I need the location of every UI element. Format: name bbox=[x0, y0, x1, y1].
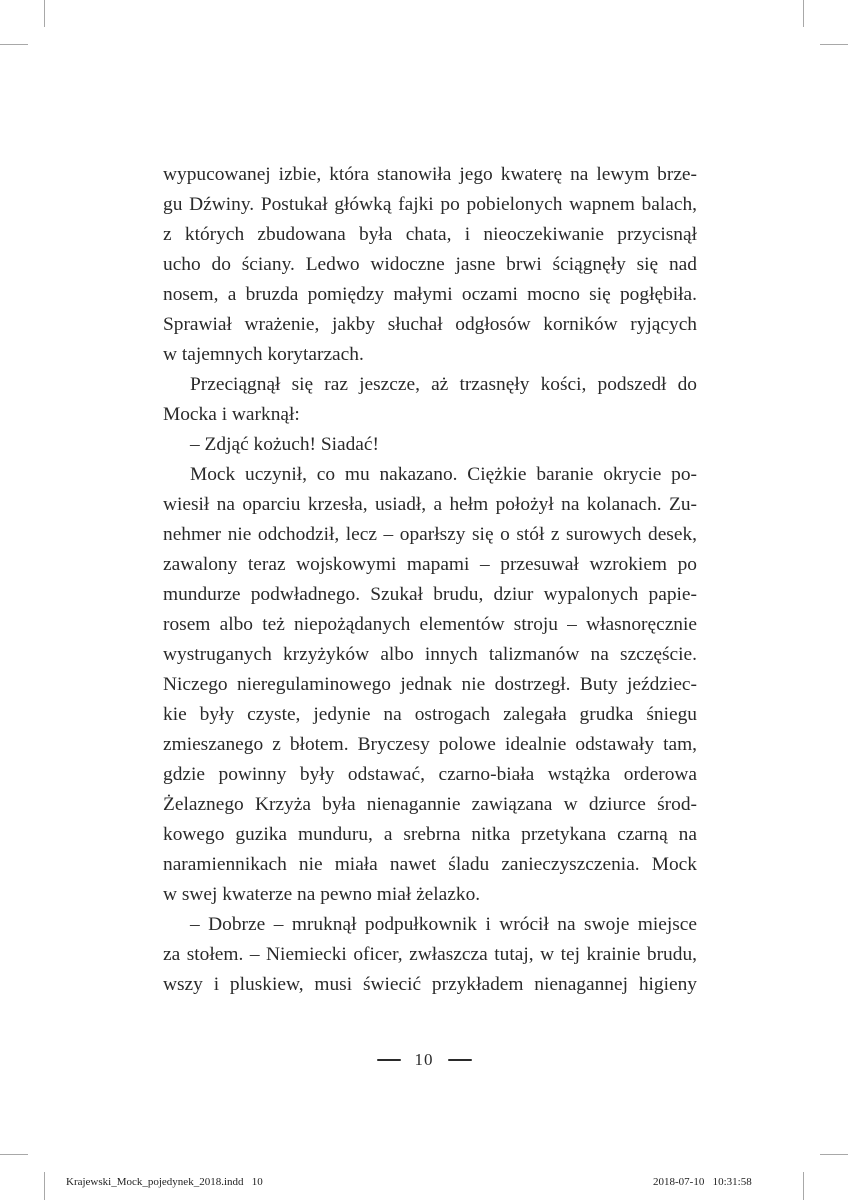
text-line: za stołem. – Niemiecki oficer, zwłaszcza tutaj, w tej krainie brudu, bbox=[163, 944, 697, 965]
text-line: – Dobrze – mruknął podpułkownik i wrócił na swoje miejsce bbox=[190, 914, 697, 935]
text-line: zmieszanego z błotem. Bryczesy polowe idealnie odstawały tam, bbox=[163, 734, 697, 755]
text-line: w tajemnych korytarzach. bbox=[163, 344, 364, 365]
text-line: rosem albo też niepożądanych elementów stroju – własnoręcznie bbox=[163, 614, 697, 635]
crop-mark-top-left-horizontal bbox=[0, 44, 28, 45]
text-line: gu Dźwiny. Postukał główką fajki po pobielonych wapnem balach, bbox=[163, 194, 697, 215]
page-number: 10 bbox=[414, 1050, 434, 1070]
text-line: naramiennikach nie miała nawet śladu zanieczyszczenia. Mock bbox=[163, 854, 697, 875]
text-line: nosem, a bruzda pomiędzy małymi oczami mocno się pogłębiła. bbox=[163, 284, 697, 305]
folio-dash-right bbox=[448, 1059, 472, 1061]
text-line: Mocka i warknął: bbox=[163, 404, 300, 425]
crop-mark-bottom-left-horizontal bbox=[0, 1154, 28, 1155]
page-folio bbox=[0, 1047, 848, 1072]
crop-mark-top-left-vertical bbox=[44, 0, 45, 27]
text-line: ucho do ściany. Ledwo widoczne jasne brwi ściągnęły się nad bbox=[163, 254, 697, 275]
text-line: kie były czyste, jedynie na ostrogach zalegała grudka śniegu bbox=[163, 704, 697, 725]
text-line: Przeciągnął się raz jeszcze, aż trzasnęły kości, podszedł do bbox=[190, 374, 697, 395]
text-line: gdzie powinny były odstawać, czarno-biała wstążka orderowa bbox=[163, 764, 697, 785]
text-line: Mock uczynił, co mu nakazano. Ciężkie baranie okrycie po- bbox=[190, 464, 697, 485]
text-line: wystruganych krzyżyków albo innych talizmanów na szczęście. bbox=[163, 644, 697, 665]
crop-mark-bottom-right-vertical bbox=[803, 1172, 804, 1200]
text-line: Sprawiał wrażenie, jakby słuchał odgłosów korników ryjących bbox=[163, 314, 697, 335]
crop-mark-top-right-horizontal bbox=[820, 44, 848, 45]
slug-file-name: Krajewski_Mock_pojedynek_2018.indd 10 bbox=[66, 1176, 263, 1188]
text-line: wypucowanej izbie, która stanowiła jego kwaterę na lewym brze- bbox=[163, 164, 697, 185]
text-line: z których zbudowana była chata, i nieoczekiwanie przycisnął bbox=[163, 224, 697, 245]
crop-mark-bottom-left-vertical bbox=[44, 1172, 45, 1200]
crop-mark-top-right-vertical bbox=[803, 0, 804, 27]
folio-dash-left bbox=[377, 1059, 401, 1061]
crop-mark-bottom-right-horizontal bbox=[820, 1154, 848, 1155]
text-line: nehmer nie odchodził, lecz – oparłszy się o stół z surowych desek, bbox=[163, 524, 697, 545]
text-line: – Zdjąć kożuch! Siadać! bbox=[190, 434, 379, 455]
slug-timestamp: 2018-07-10 10:31:58 bbox=[653, 1176, 752, 1188]
text-line: wiesił na oparciu krzesła, usiadł, a hełm położył na kolanach. Zu- bbox=[163, 494, 697, 515]
text-line: wszy i pluskiew, musi świecić przykładem nienagannej higieny bbox=[163, 974, 697, 995]
text-line: mundurze podwładnego. Szukał brudu, dziur wypalonych papie- bbox=[163, 584, 697, 605]
text-line: Niczego nieregulaminowego jednak nie dostrzegł. Buty jeździec- bbox=[163, 674, 697, 695]
text-line: kowego guzika munduru, a srebrna nitka przetykana czarną na bbox=[163, 824, 697, 845]
text-line: zawalony teraz wojskowymi mapami – przesuwał wzrokiem po bbox=[163, 554, 697, 575]
body-text bbox=[163, 160, 697, 1000]
text-line: Żelaznego Krzyża była nienagannie zawiązana w dziurce środ- bbox=[163, 794, 697, 815]
text-line: w swej kwaterze na pewno miał żelazko. bbox=[163, 884, 481, 905]
